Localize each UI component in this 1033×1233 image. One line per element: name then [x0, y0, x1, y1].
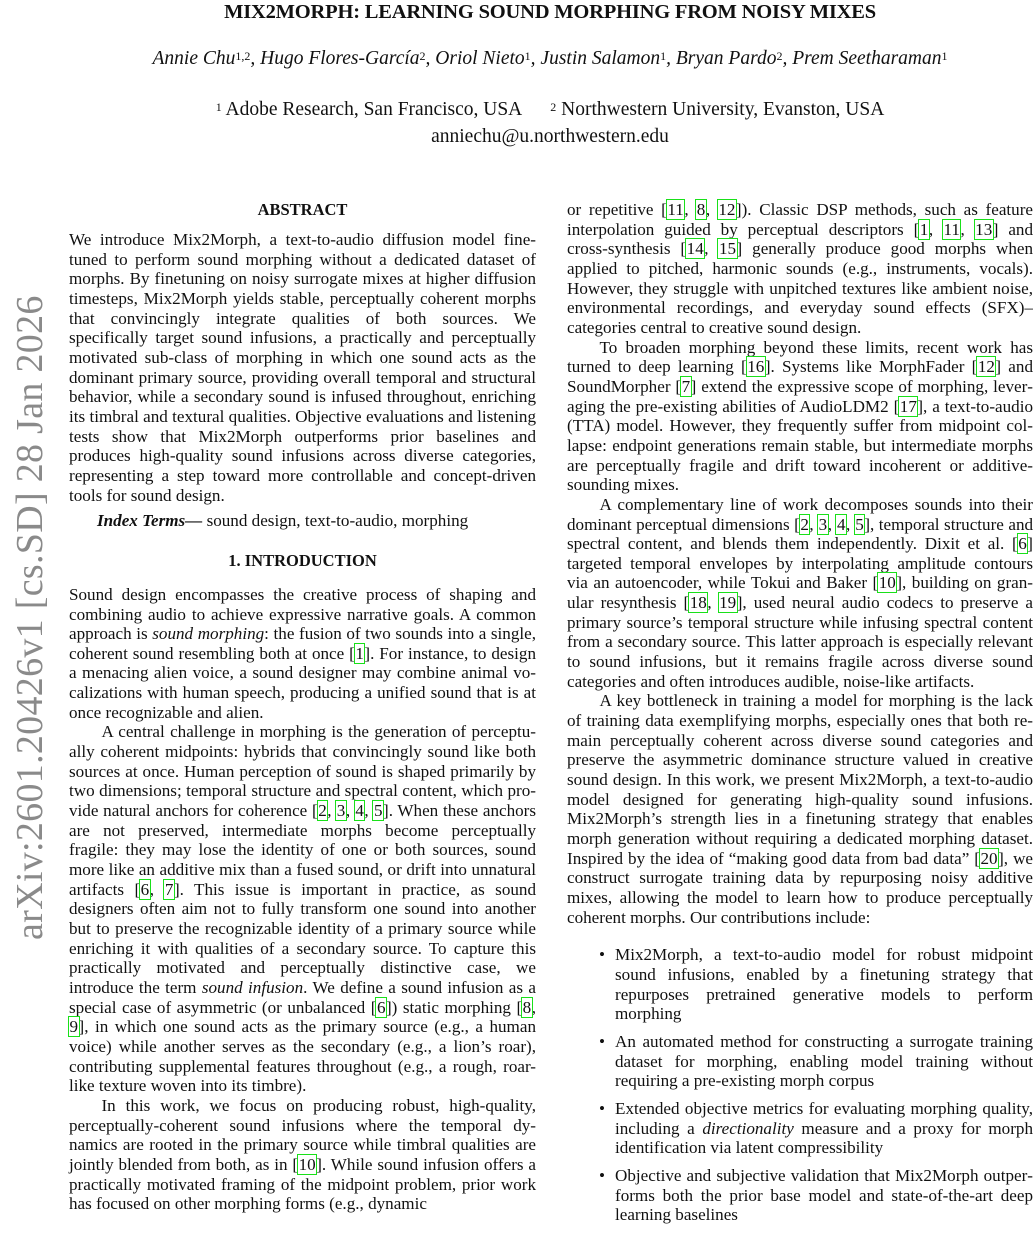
citation-link[interactable]: 2 — [800, 514, 809, 534]
body-paragraph: In this work, we focus on producing robust, high-quality, perceptually-coherent sound infusions where the temporal dynamics are rooted in the primary source while timbral qualities are jointly blended from both, as in [10]. While sound infusion offers a practically motivated framing of the midpoint problem, prior work has focused on other morphing forms (e.g., dynamic — [69, 1095, 536, 1214]
citation-link[interactable]: 10 — [878, 573, 896, 593]
body-paragraph: To broaden morphing beyond these limits, recent work has turned to deep learning [16]. Systems like MorphFader [12] and SoundMorpher [7] extend the expressive scope of morphing, leveraging the pre-existing abilities of AudioLDM2 [17], a text-to-audio (TTA) model. However, they frequently suffer from midpoint collapse: endpoint generations remain stable, but intermediate morphs are perceptually fragile and drift toward incoherent or additive-sounding mixes. — [567, 337, 1033, 495]
citation-link[interactable]: 7 — [164, 879, 174, 899]
citation-link[interactable]: 7 — [681, 376, 691, 396]
citation-link[interactable]: 2 — [318, 801, 327, 821]
author-email: anniechu@u.northwestern.edu — [431, 126, 669, 147]
body-paragraph: A key bottleneck in training a model for morphing is the lack of training data exemplifying morphs, especially ones that both remain perceptually coherent across diverse sound categories and preserve the asymmetric dominance structure valued in creative sound design. In this work, we present Mix2Morph, a text-to-audio model designed for generating high-quality sound infusions. Mix2Morph’s strength lies in a finetuning strategy that enables morph generation without requiring a dedicated morphing dataset. Inspired by the idea of “making good data from bad data” [20], we construct surrogate training data by repurposing noisy additive mixes, allowing the model to learn how to produce perceptually coherent morphs. Our contributions include: — [567, 691, 1033, 927]
affiliation: $^1$ Adobe Research, San Francisco, USA — [215, 99, 523, 120]
citation-link[interactable]: 15 — [718, 239, 737, 259]
citation-link[interactable]: 14 — [686, 239, 704, 259]
citation-link[interactable]: 9 — [69, 1017, 79, 1037]
citation-link[interactable]: 6 — [1018, 534, 1027, 554]
author: Oriol Nieto$^1$ — [435, 48, 531, 69]
citation-link[interactable]: 11 — [667, 200, 684, 219]
affiliation: $^2$ Northwestern University, Evanston, USA — [550, 99, 885, 120]
citation-link[interactable]: 4 — [836, 514, 846, 534]
paper-title: MIX2MORPH: LEARNING SOUND MORPHING FROM NOISY MIXES — [224, 1, 876, 23]
right-column — [567, 200, 1033, 1233]
emphasis-text: sound infusion — [201, 977, 304, 997]
contribution-item: • An automated method for constructing a surrogate training dataset for morphing, enabling model training without requiring a pre-existing morph corpus — [567, 1032, 1033, 1091]
section-heading-introduction: 1. INTRODUCTION — [228, 550, 377, 570]
citation-link[interactable]: 6 — [140, 879, 150, 899]
contribution-item: • Mix2Morph, a text-to-audio model for robust midpoint sound infusions, enabled by a finetuning strategy that repurposes pretrained generative models to perform morphing — [567, 945, 1033, 1024]
citation-link[interactable]: 5 — [373, 801, 383, 821]
affiliations — [0, 97, 1033, 123]
author: Prem Seetharaman$^1$ — [792, 48, 948, 69]
citation-link[interactable]: 13 — [975, 219, 993, 239]
author: Justin Salamon$^1$ — [540, 48, 667, 69]
body-paragraphs — [567, 200, 1033, 927]
citation-link[interactable]: 3 — [336, 801, 346, 821]
left-column — [69, 200, 536, 1214]
contribution-item: • Objective and subjective validation that Mix2Morph outperforms both the prior base model and state-of-the-art deep learning baselines — [567, 1166, 1033, 1225]
author: Bryan Pardo$^2$ — [675, 48, 783, 69]
body-paragraph: A complementary line of work decomposes sounds into their dominant perceptual dimensions [2, 3, 4, 5], temporal structure and spectral content, and blends them independently. Dixit et al. [6] targeted temporal envelopes by interpolating amplitude contours via an autoencoder, while Tokui and Baker [10], building on granular resynthesis [18, 19], used neural audio codecs to preserve a primary source’s temporal structure while infusing spectral content from a secondary source. This latter approach is especially relevant to sound infusions, but it remains fragile across diverse sound categories and often introduces audible, noise-like artifacts. — [567, 494, 1033, 691]
citation-link[interactable]: 16 — [747, 357, 765, 377]
abstract-text: We introduce Mix2Morph, a text-to-audio diffusion model fine-tuned to perform sound morphing without a dedicated dataset of morphs. By finetuning on noisy surrogate mixes at higher diffusion timesteps, Mix2Morph yields stable, perceptually coherent morphs that convincingly integrate qualities of both sources. We specifically target sound infusions, a practically and perceptually motivated sub-class of morphing in which one sound acts as the dominant primary source, providing overall temporal and structural behavior, while a secondary sound is infused throughout, enriching its timbral and textural qualities. Objective evaluations and listening tests show that Mix2Morph outperforms prior baselines and produces high-quality sound infusions across diverse categories, representing a step toward more controllable and concept-driven tools for sound design. — [69, 230, 536, 505]
citation-link[interactable]: 12 — [718, 200, 736, 219]
citation-link[interactable]: 8 — [522, 997, 532, 1017]
contributions-list — [567, 945, 1033, 1225]
emphasis-text: directionality — [702, 1118, 794, 1138]
citation-link[interactable]: 17 — [899, 396, 917, 416]
citation-link[interactable]: 12 — [977, 357, 995, 377]
intro-paragraphs — [69, 585, 536, 1214]
author: Hugo Flores-García$^2$ — [260, 48, 426, 69]
citation-link[interactable]: 6 — [376, 997, 386, 1017]
body-paragraph: or repetitive [11, 8, 12]). Classic DSP methods, such as feature interpolation guided by perceptual descriptors [1, 11, 13] and cross-synthesis [14, 15] generally produce good morphs when applied to pitched, harmonic sounds (e.g., instruments, vocals). However, they struggle with unpitched textures like ambient noise, environmental recordings, and everyday sound effects (SFX)–categories central to creative sound design. — [567, 200, 1033, 337]
body-paragraph: A central challenge in morphing is the generation of perceptually coherent midpoints: hybrids that convincingly sound like both sources at once. Human perception of sound is shaped primarily by two dimensions; temporal structure and spectral content, which provide natural anchors for coherence [2, 3, 4, 5]. When these anchors are not preserved, intermediate morphs become perceptually fragile: they may lose the identity of one or both sources, sound more like an additive mix than a fused sound, or drift into unnatural artifacts [6, 7]. This issue is important in practice, as sound designers often aim not to fully transform one sound into another but to preserve the recognizable identity of a primary source while enriching it with qualities of a secondary source. To capture this practically motivated and perceptually distinctive case, we introduce the term sound infusion. We define a sound infusion as a special case of asymmetric (or unbalanced [6]) static morphing [8, 9], in which one sound acts as the primary source (e.g., a human voice) while another serves as the secondary (e.g., a lion’s roar), contributing supplemental features throughout (e.g., a rough, roar-like texture woven into its timbre). — [69, 722, 537, 1096]
index-terms-value: sound design, text-to-audio, morphing — [206, 511, 469, 531]
citation-link[interactable]: 11 — [943, 219, 960, 239]
citation-link[interactable]: 8 — [696, 200, 706, 219]
citation-link[interactable]: 3 — [818, 514, 828, 534]
contribution-item: • Extended objective metrics for evaluating morphing quality, including a directionality measure and a proxy for morph identification via latent compressibility — [567, 1099, 1033, 1158]
author: Annie Chu$^{1,2}$ — [152, 48, 251, 69]
author-list: Annie Chu$^{1,2}$, Hugo Flores-García$^2$, Oriol Nieto$^1$, Justin Salamon$^1$, Bryan Pardo$^2$, Prem Seetharaman$^1$ — [152, 48, 948, 69]
citation-link[interactable]: 5 — [855, 514, 864, 534]
citation-link[interactable]: 20 — [980, 848, 998, 868]
index-terms-label: Index Terms— — [97, 511, 203, 531]
citation-link[interactable]: 4 — [355, 801, 364, 821]
citation-link[interactable]: 10 — [298, 1154, 316, 1174]
abstract-heading: ABSTRACT — [257, 200, 348, 219]
citation-link[interactable]: 1 — [919, 219, 929, 239]
emphasis-text: sound morphing — [152, 624, 265, 644]
citation-link[interactable]: 19 — [719, 593, 737, 613]
arxiv-stamp: arXiv:2601.20426v1 [cs.SD] 28 Jan 2026 — [9, 295, 51, 940]
citation-link[interactable]: 1 — [355, 643, 364, 663]
index-terms — [69, 511, 536, 531]
body-paragraph: Sound design encompasses the creative process of shaping and combining audio to achieve expressive narrative goals. A common approach is sound morphing: the fusion of two sounds into a single, coherent sound resembling both at once [1]. For instance, to design a menacing alien voice, a sound designer may combine animal vocalizations with human speech, producing a unified sound that is at once recognizable and alien. — [69, 584, 537, 722]
citation-link[interactable]: 18 — [689, 593, 707, 613]
